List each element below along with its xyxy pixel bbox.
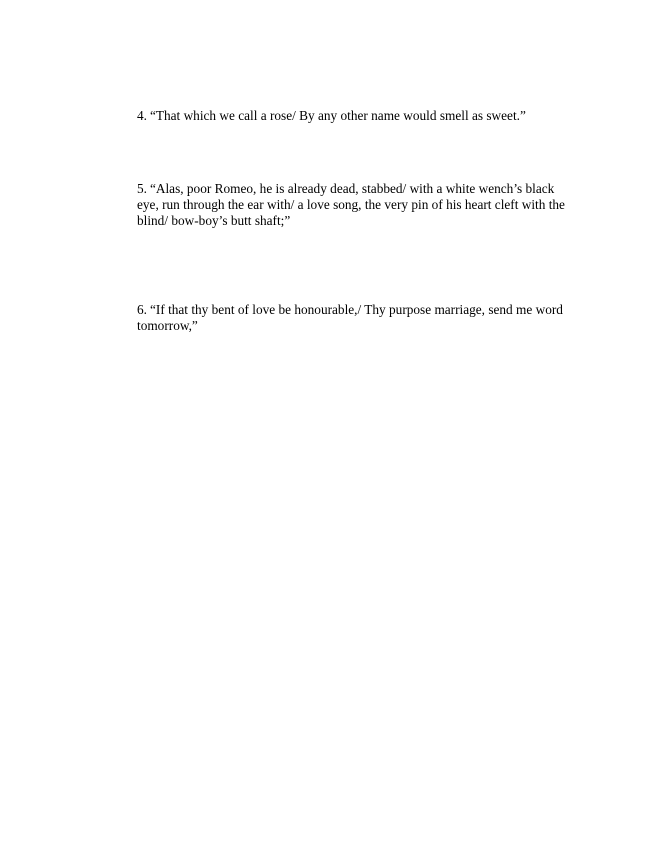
quote-text: “If that thy bent of love be honourable,/ Thy purpose marriage, send me word tomorrow,”: [137, 302, 563, 333]
quote-number: 6.: [137, 302, 147, 317]
quote-item-5: [137, 181, 567, 229]
quote-text: “Alas, poor Romeo, he is already dead, stabbed/ with a white wench’s black eye, run through the ear with/ a love song, the very pin of his heart cleft with the blind/ bow-boy’s butt shaft;”: [137, 181, 565, 228]
quote-item-6: [137, 302, 567, 334]
quote-number: 4.: [137, 108, 147, 123]
quote-number: 5.: [137, 181, 147, 196]
quote-item-4: [137, 108, 567, 124]
quote-text: “That which we call a rose/ By any other name would smell as sweet.”: [149, 108, 526, 123]
